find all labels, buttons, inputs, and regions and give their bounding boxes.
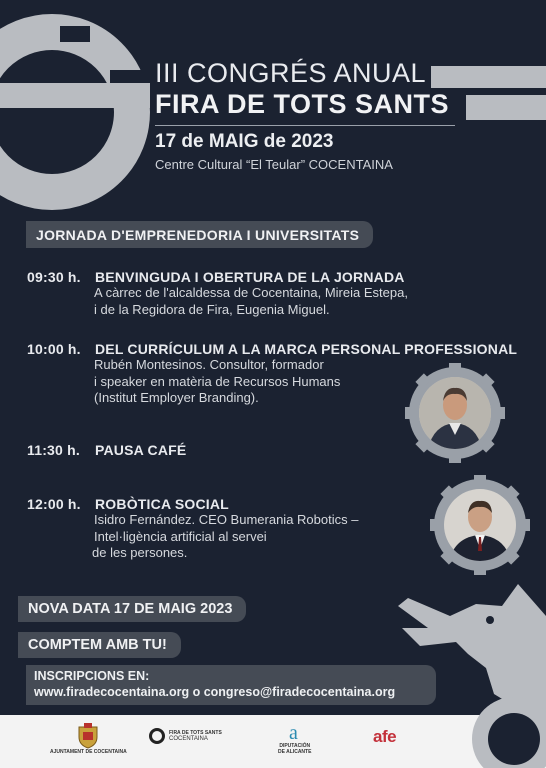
- fira-ring-icon: [148, 727, 166, 745]
- agenda-item: [27, 269, 546, 318]
- fira-label-line1: FIRA DE TOTS SANTS: [169, 730, 222, 736]
- agenda-desc-line: Isidro Fernández. CEO Bumerania Robotics –: [94, 512, 359, 527]
- deco-bar-left: [0, 83, 150, 108]
- agenda-time: 09:30 h.: [27, 269, 81, 285]
- agenda-desc-line: i de la Regidora de Fira, Eugenia Miguel.: [94, 301, 330, 317]
- agenda-desc-line: A càrrec de l'alcaldessa de Cocentaina, Mireia Estepa,: [94, 285, 408, 300]
- gear-bottom-icon: [458, 683, 546, 768]
- deco-bar-top: [431, 66, 546, 88]
- registration-label: INSCRIPCIONS EN:: [34, 669, 150, 683]
- event-date: 17 de MAIG de 2023: [155, 131, 334, 152]
- count-on-you-banner: COMPTEM AMB TU!: [18, 632, 181, 658]
- event-venue: Centre Cultural “El Teular” COCENTAINA: [155, 157, 393, 172]
- agenda-title: ROBÒTICA SOCIAL: [95, 496, 229, 512]
- agenda-desc-line: Rubén Montesinos. Consultor, formador: [94, 357, 324, 372]
- deco-bar-mid: [466, 95, 546, 120]
- registration-box: [26, 665, 436, 705]
- section-title: JORNADA D'EMPRENEDORIA I UNIVERSITATS: [26, 221, 373, 248]
- afe-label: afe: [373, 727, 397, 746]
- diputacio-label-line1: DIPUTACIÓN: [279, 743, 311, 749]
- title-line1: III CONGRÉS ANUAL: [155, 58, 427, 88]
- speaker-photo-ruben: [405, 363, 505, 463]
- agenda-desc-line: (Institut Employer Branding).: [94, 390, 259, 405]
- agenda-title: BENVINGUDA I OBERTURA DE LA JORNADA: [95, 269, 405, 285]
- diputacio-logo: [278, 721, 311, 755]
- agenda-title: PAUSA CAFÉ: [95, 442, 187, 458]
- diputacio-label-line2: DE ALICANTE: [278, 749, 312, 755]
- fira-label-line2: COCENTAINA: [169, 736, 208, 742]
- speaker-photo-isidro: [430, 475, 530, 575]
- agenda-time: 12:00 h.: [27, 496, 81, 512]
- agenda-time: 10:00 h.: [27, 341, 81, 357]
- agenda-desc-line: Intel·ligència artificial al servei: [94, 528, 267, 544]
- registration-links[interactable]: www.firadecocentaina.org o congreso@firadecocentaina.org: [34, 685, 396, 699]
- afe-logo: [373, 727, 396, 747]
- title-divider: [155, 125, 455, 126]
- title-line2: FIRA DE TOTS SANTS: [155, 89, 450, 119]
- svg-text:a: a: [288, 722, 298, 743]
- agenda-desc-line: de les persones.: [92, 545, 188, 560]
- agenda-title: DEL CURRÍCULUM A LA MARCA PERSONAL PROFESSIONAL: [95, 341, 518, 357]
- diputacio-a-icon: [286, 721, 304, 743]
- ajuntament-logo: [50, 723, 127, 755]
- new-date-banner: NOVA DATA 17 DE MAIG 2023: [18, 596, 246, 622]
- agenda-time: 11:30 h.: [27, 442, 80, 458]
- agenda-desc-line: i speaker en matèria de Recursos Humans: [94, 373, 341, 389]
- coat-of-arms-icon: [77, 723, 99, 749]
- ajuntament-label: AJUNTAMENT DE COCENTAINA: [50, 749, 127, 755]
- fira-logo: [148, 727, 222, 745]
